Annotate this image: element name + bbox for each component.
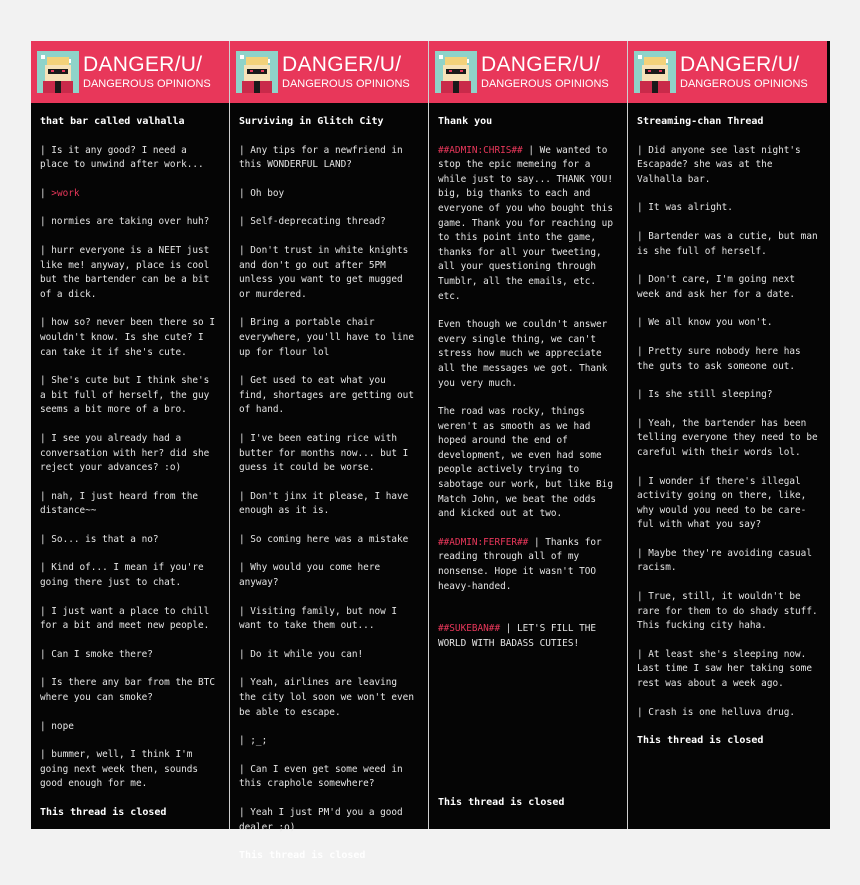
board-header — [31, 41, 229, 103]
post-text: | We wanted to stop the epic memeing for a while just to say... THANK YOU! big, big thanks to each and everyone of you who bought this game. Thank you for reaching up to this point into the game, thanks for all your tweeting, all your questioning through Tumblr, all the emails, etc. etc. — [438, 144, 613, 302]
admin-tag: ##SUKEBAN## — [438, 623, 501, 635]
avatar-icon — [236, 51, 278, 93]
thread-panel-valhalla — [31, 41, 230, 829]
post: | normies are taking over huh? — [40, 216, 210, 228]
post: | Is she still sleeping? — [637, 389, 773, 401]
post: | hurr everyone is a NEET just like me! anyway, place is cool but the bartender can be a bit of a dick. — [40, 244, 210, 300]
post: | nah, I just heard from the distance~~ — [40, 490, 199, 517]
post-prefix: | — [40, 187, 52, 199]
post: | ;_; — [239, 735, 268, 747]
post: | I've been eating rice with butter for months now... but I guess it could be worse. — [239, 432, 409, 474]
post: | Yeah, the bartender has been telling everyone they need to be careful with their words lol. — [637, 417, 818, 458]
post: | Don't trust in white knights and don't go out after 5PM unless you want to get mugged or murdered. — [239, 244, 409, 300]
avatar-icon — [37, 51, 79, 93]
post: | We all know you won't. — [637, 317, 773, 329]
post: | how so? never been there so I wouldn't know. Is she cute? I can take it if she's cute. — [40, 317, 215, 358]
post: | Kind of... I mean if you're going there just to chat. — [40, 562, 204, 589]
post-text: | Thanks for reading through all of my nonsense. Hope it wasn't TOO heavy-handed. — [438, 536, 602, 592]
thread-content — [628, 103, 827, 829]
thread-panel-glitch-city — [230, 41, 429, 862]
admin-post — [438, 622, 618, 651]
post: | Pretty sure nobody here has the guts to ask someone out. — [637, 345, 801, 372]
post: | Bartender was a cutie, but man is she full of herself. — [637, 230, 818, 257]
post-greentext — [40, 187, 220, 202]
board-header — [230, 41, 428, 103]
avatar-icon — [634, 51, 676, 93]
post: | At least she's sleeping now. Last time I saw her taking some rest was about a week ago. — [637, 648, 812, 690]
thread-closed-label: This thread is closed — [637, 735, 764, 747]
post: | Self-deprecating thread? — [239, 216, 386, 228]
post: | bummer, well, I think I'm going next week then, sounds good enough for me. — [40, 749, 199, 790]
post: | So... is that a no? — [40, 533, 159, 545]
greentext-quote: >work — [51, 187, 80, 199]
post: | Yeah I just PM'd you a good dealer ;o) — [239, 807, 403, 833]
post: | True, still, it wouldn't be rare for them to do shady stuff. This fucking city haha. — [637, 591, 818, 632]
post: | So coming here was a mistake — [239, 533, 409, 545]
post: | Crash is one helluva drug. — [637, 706, 796, 718]
post: | I wonder if there's illegal activity going on there, like, why would you need to be care-ful with what you say? — [637, 475, 807, 531]
thread-title[interactable]: Surviving in Glitch City — [239, 116, 384, 127]
board-subtitle: DANGEROUS OPINIONS — [282, 77, 410, 90]
board-title: DANGER/U/ — [680, 52, 800, 76]
avatar-icon — [435, 51, 477, 93]
post: | Can I smoke there? — [40, 648, 153, 660]
post: | Oh boy — [239, 187, 285, 199]
board-header — [429, 41, 627, 103]
post: | Any tips for a newfriend in this WONDERFUL LAND? — [239, 144, 403, 171]
board-subtitle: DANGEROUS OPINIONS — [83, 77, 211, 90]
board-header — [628, 41, 827, 103]
board — [31, 41, 830, 862]
post: | Yeah, airlines are leaving the city lol soon we won't even be able to escape. — [239, 677, 414, 718]
admin-post — [438, 536, 618, 594]
admin-tag: ##ADMIN:FERFER## — [438, 536, 529, 548]
board-subtitle: DANGEROUS OPINIONS — [680, 77, 808, 90]
thread-panel-streaming-chan — [628, 41, 827, 829]
thread-content — [31, 103, 229, 839]
board-title: DANGER/U/ — [282, 52, 402, 76]
post: | Do it while you can! — [239, 648, 364, 660]
post: | Is there any bar from the BTC where you can smoke? — [40, 677, 215, 704]
post: | She's cute but I think she's a bit full of herself, the guy seems a bit more of a bro. — [40, 375, 210, 416]
thread-title[interactable]: Thank you — [438, 116, 493, 127]
thread-content — [230, 103, 428, 882]
thread-closed-label: This thread is closed — [239, 850, 366, 862]
thread-content — [429, 103, 627, 829]
post-text: | LET'S FILL THE WORLD WITH BADASS CUTIES! — [438, 623, 597, 649]
thread-closed-label: This thread is closed — [438, 797, 565, 809]
post: | Bring a portable chair everywhere, you'll have to line up for flour lol — [239, 317, 414, 358]
admin-tag: ##ADMIN:CHRIS## — [438, 144, 523, 156]
post: | Can I even get some weed in this craphole somewhere? — [239, 763, 403, 790]
post: | nope — [40, 720, 74, 732]
thread-title[interactable]: Streaming-chan Thread — [637, 116, 764, 127]
post: | It was alright. — [637, 202, 733, 214]
thread-title[interactable]: that bar called valhalla — [40, 116, 185, 127]
admin-post — [438, 144, 618, 305]
board-subtitle: DANGEROUS OPINIONS — [481, 77, 609, 90]
post: | Get used to eat what you find, shortages are getting out of hand. — [239, 375, 414, 416]
thread-closed-label: This thread is closed — [40, 807, 167, 818]
post: | I just want a place to chill for a bit and meet new people. — [40, 605, 210, 632]
post: | Why would you come here anyway? — [239, 562, 381, 589]
post: | Don't care, I'm going next week and ask her for a date. — [637, 274, 796, 300]
thread-panel-thank-you — [429, 41, 628, 829]
post: Even though we couldn't answer every single thing, we can't stress how much we appreciate all the messages we got. Thank you very much. — [438, 319, 608, 389]
post: | I see you already had a conversation with her? did she reject your advances? :o) — [40, 432, 210, 474]
post: | Maybe they're avoiding casual racism. — [637, 547, 812, 574]
post: | Don't jinx it please, I have enough as it is. — [239, 490, 409, 517]
post: | Visiting family, but now I want to take them out... — [239, 605, 398, 632]
board-title: DANGER/U/ — [83, 52, 203, 76]
board-title: DANGER/U/ — [481, 52, 601, 76]
post: | Did anyone see last night's Escapade? she was at the Valhalla bar. — [637, 144, 801, 185]
post: The road was rocky, things weren't as smooth as we had hoped around the end of development, we even had some people actively trying to sabotage our work, but like Big Match John, we beat the odds and kicked out at two. — [438, 406, 613, 520]
post: | Is it any good? I need a place to unwind after work... — [40, 144, 204, 171]
